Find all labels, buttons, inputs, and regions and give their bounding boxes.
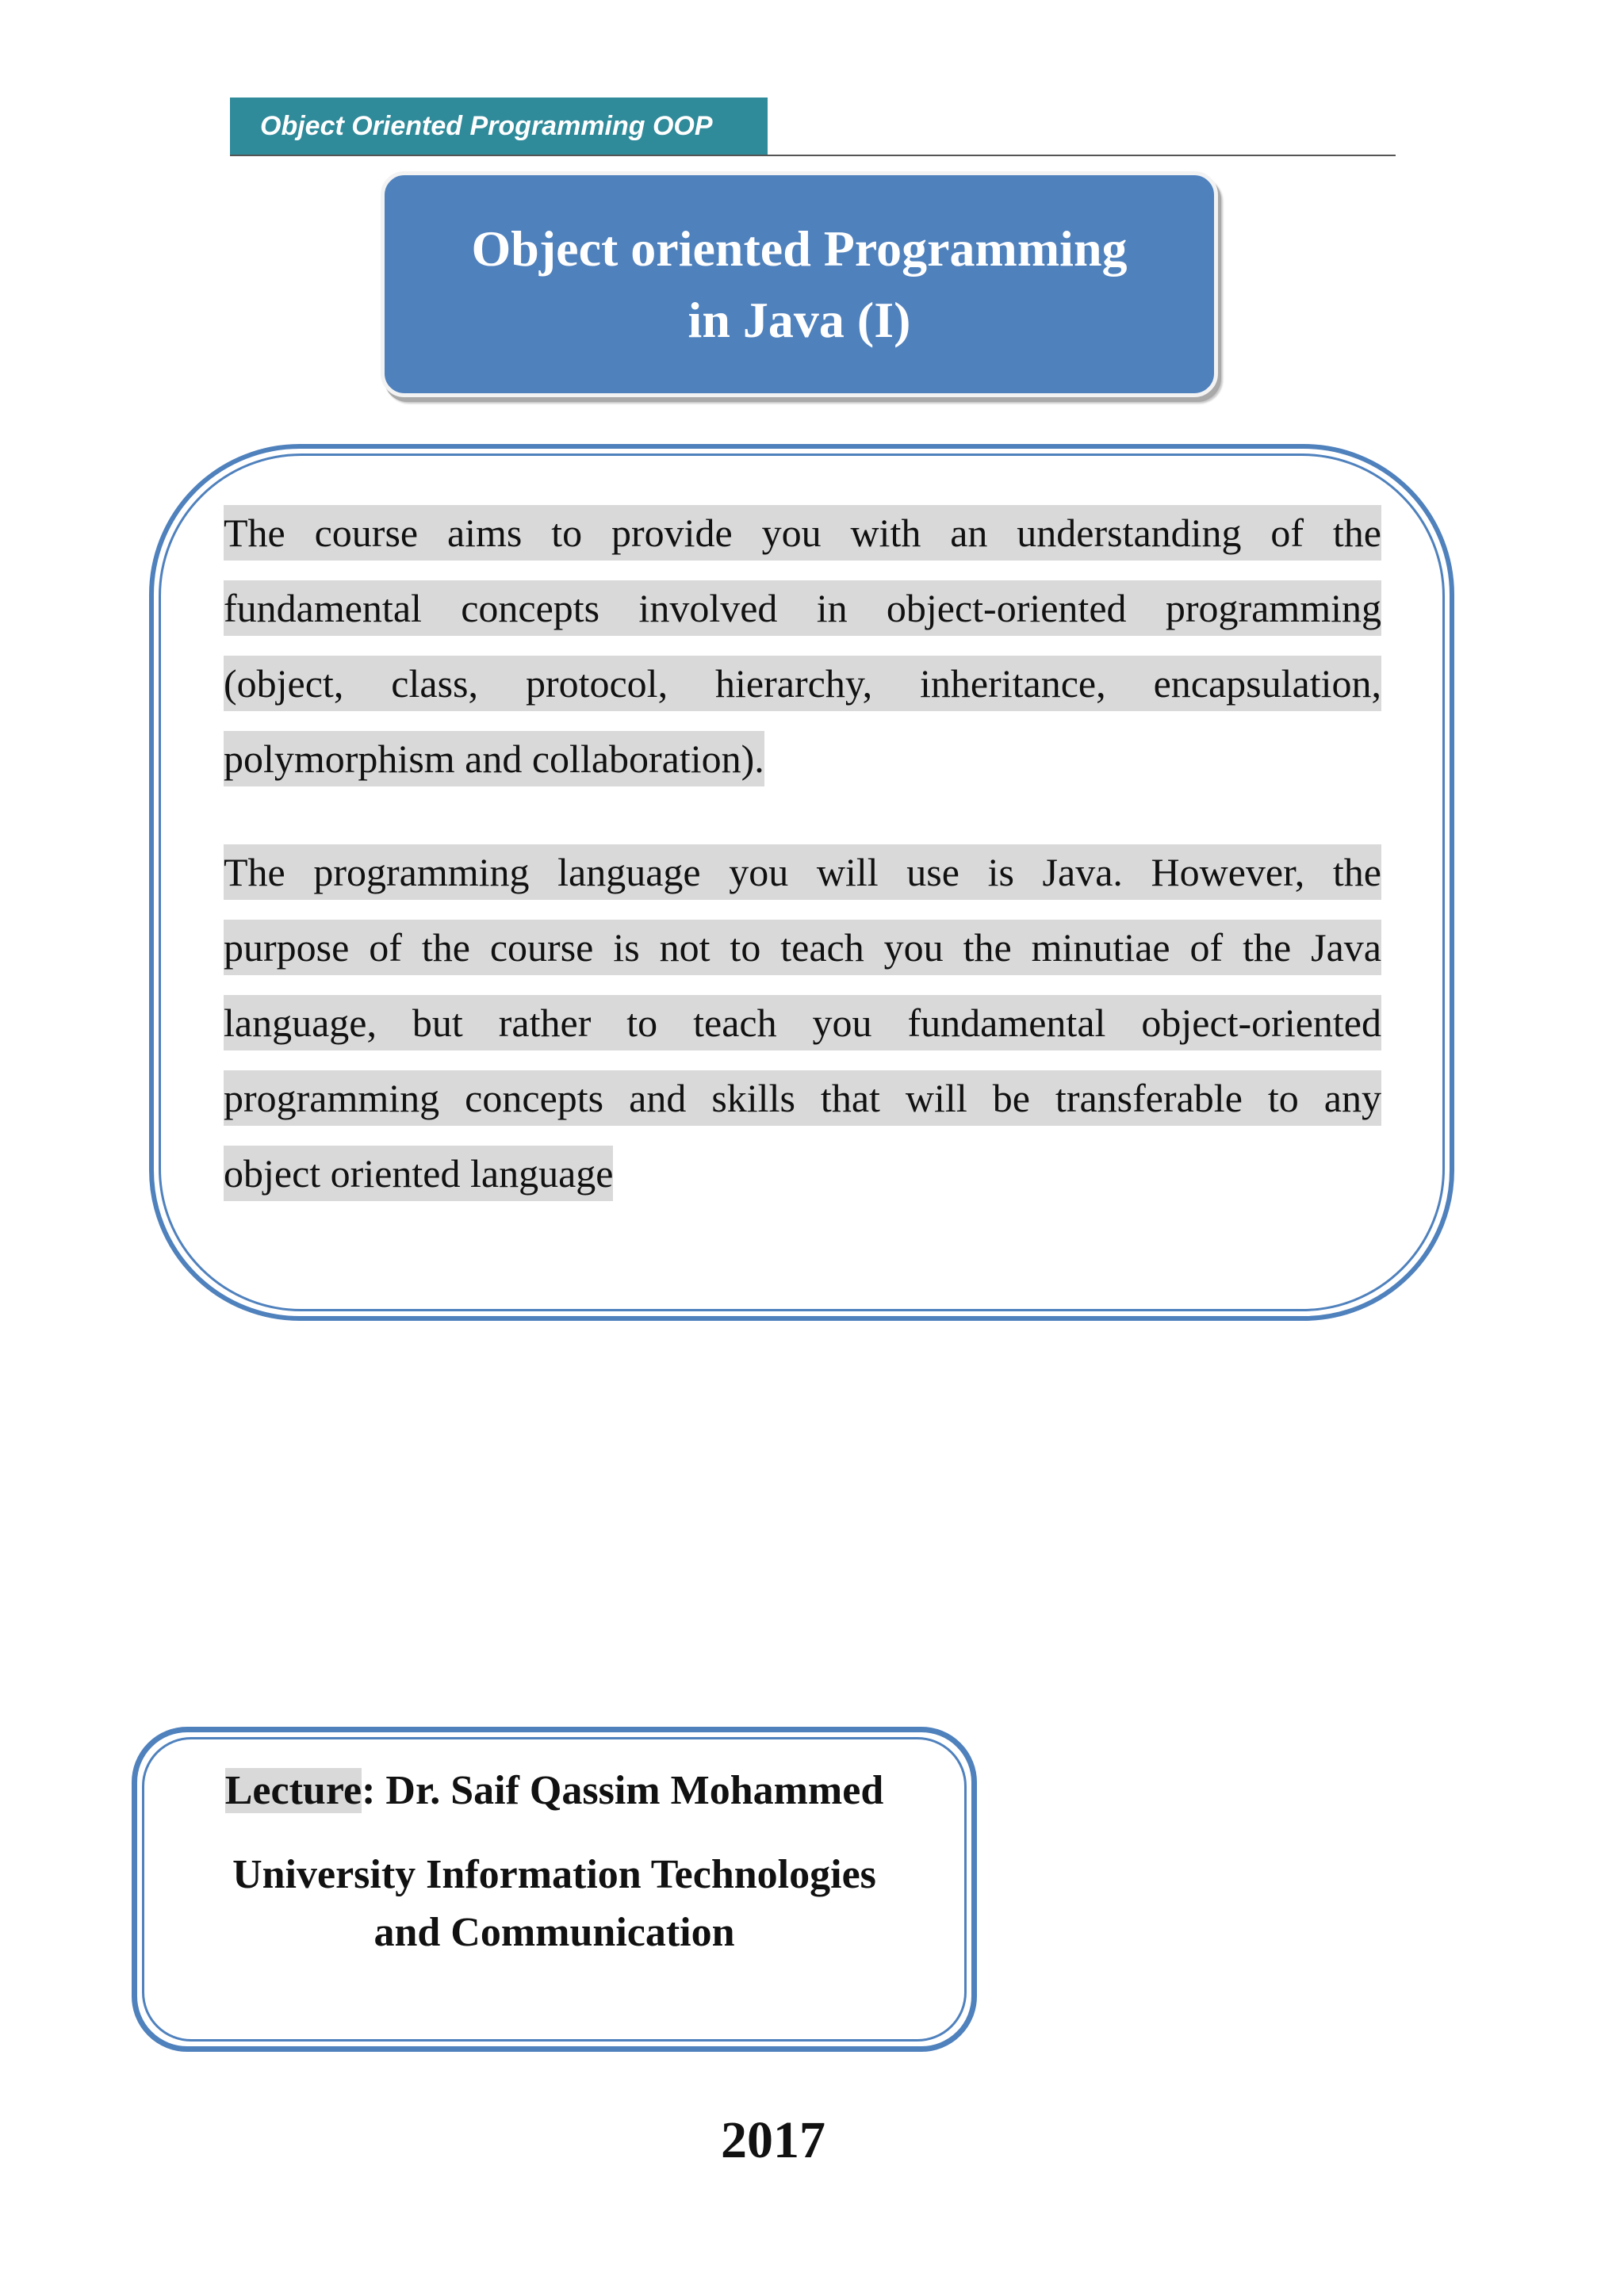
paragraph-line: fundamental concepts involved in object-oriented programming [224,575,1381,650]
paragraph-line: purpose of the course is not to teach you the minutiae of the Java [224,914,1381,989]
lecturer-name-line [132,1762,977,1820]
header-tab: Object Oriented Programming OOP [230,98,768,155]
lecturer-name: Dr. Saif Qassim Mohammed [385,1768,884,1813]
paragraph-line: programming concepts and skills that will be transferable to any [224,1065,1381,1140]
header-rule [230,155,1396,156]
year: 2017 [721,2111,825,2169]
paragraph-line: The programming language you will use is Java. However, the [224,839,1381,914]
description-paragraph-2 [224,839,1381,1215]
title-line-1: Object oriented Programming [471,220,1128,277]
lecturer-label: Lecture [224,1768,362,1813]
description-paragraph-1 [224,499,1381,801]
university-line-1: University Information Technologies [232,1852,876,1897]
paragraph-line: (object, class, protocol, hierarchy, inheritance, encapsulation, [224,650,1381,725]
paragraph-line: object oriented language [224,1140,1381,1215]
title-line-2: in Java (I) [688,292,911,348]
paragraph-line: polymorphism and collaboration). [224,725,1381,801]
paragraph-line: The course aims to provide you with an understanding of the [224,499,1381,575]
title-box [381,171,1218,397]
paragraph-line: language, but rather to teach you fundamental object-oriented [224,989,1381,1065]
lecturer-separator: : [362,1768,386,1813]
university-line-2: and Communication [373,1910,735,1955]
